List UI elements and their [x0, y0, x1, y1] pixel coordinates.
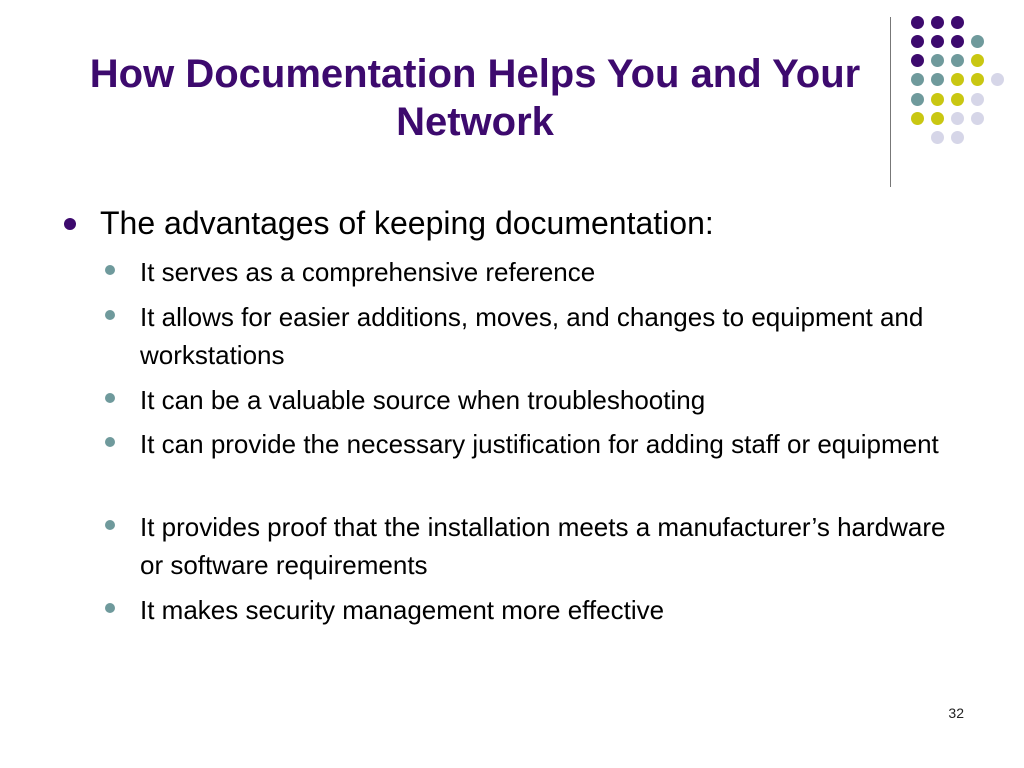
sub-bullet-icon: [105, 393, 115, 403]
main-point: The advantages of keeping documentation:: [100, 205, 714, 241]
sub-bullet-icon: [105, 265, 115, 275]
sub-point-text: It can provide the necessary justification for adding staff or equipment: [140, 429, 939, 459]
sub-point-text: It can be a valuable source when troubleshooting: [140, 385, 706, 415]
sub-bullet-icon: [105, 437, 115, 447]
sub-point-text: It serves as a comprehensive reference: [140, 257, 596, 287]
sub-point-text: It provides proof that the installation meets a manufacturer’s hardware or software requirements: [140, 512, 946, 580]
sub-bullet-icon: [105, 310, 115, 320]
sub-bullet-icon: [105, 520, 115, 530]
sub-point-text: It makes security management more effective: [140, 595, 665, 625]
sub-bullet-icon: [105, 603, 115, 613]
slide-title: How Documentation Helps You and Your Network: [89, 52, 861, 144]
sub-point-text: It allows for easier additions, moves, and changes to equipment and workstations: [140, 302, 924, 370]
page-number: 32: [948, 705, 964, 721]
main-bullet-icon: [64, 218, 76, 230]
